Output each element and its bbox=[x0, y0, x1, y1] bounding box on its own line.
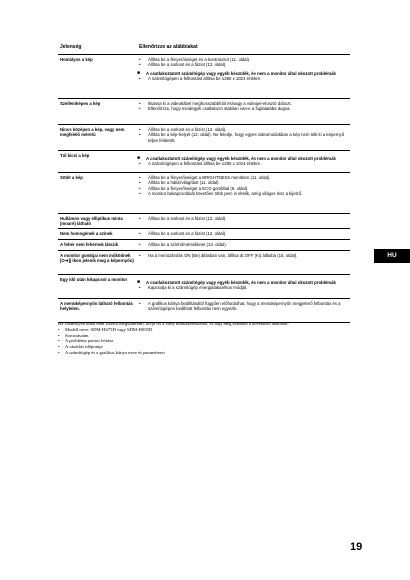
language-tab: HU bbox=[374, 249, 410, 263]
symptom-cell bbox=[58, 251, 137, 274]
bullet-icon: • bbox=[139, 62, 141, 68]
bullet-text: Ha a menüzárolás ON (Be) állásban van, állítsa át OFF (Ki) állásba (15. oldal). bbox=[148, 253, 298, 258]
bullet-item bbox=[137, 253, 350, 258]
bullet-text: A számítógépen a felbontást állítsa be 1280 x 1024 értékre. bbox=[148, 76, 262, 82]
header-check: Ellenőrizze az alábbiakat bbox=[139, 44, 198, 50]
symptom-text: Hullámos vagy elliptikus minta (moaré) látható bbox=[60, 216, 123, 227]
bullet-text: A számítógépen a felbontást állítsa be 1280 x 1024 értékre. bbox=[148, 161, 262, 167]
symptom-cell bbox=[58, 240, 137, 250]
bullet-icon: • bbox=[139, 253, 141, 258]
bullet-icon: • bbox=[139, 106, 141, 112]
header-symptom: Jelenség bbox=[60, 44, 82, 50]
bullet-item bbox=[137, 161, 350, 166]
bullet-text: Ellenőrizze, hogy mindegyik csatlakozó stabilan van-e a foglalatába dugva. bbox=[148, 106, 291, 112]
bullet-text: Állítsa be a kép-helyét (12. oldal). Ne feledje, hogy egyes videomódokban a kép nem tölti ki a képernyő teljes felületét. bbox=[148, 132, 345, 143]
bullet-icon: • bbox=[58, 349, 60, 355]
bullet-icon: • bbox=[58, 332, 60, 338]
square-icon: ■ bbox=[137, 69, 141, 76]
bullet-icon: • bbox=[139, 216, 141, 221]
symptom-text: Nincs középen a kép, vagy nem megfelelő méretű bbox=[60, 127, 125, 138]
symptom-text: Homályos a kép bbox=[60, 57, 93, 62]
bullet-icon: • bbox=[139, 175, 141, 180]
pc-problem-text: A csatlakoztatott számítógép vagy egyéb készülék, és nem a monitor által okozott problémák bbox=[146, 70, 336, 76]
bullet-icon: • bbox=[139, 132, 141, 138]
symptom-text: A menüképernyőn látható felbontás helytelen. bbox=[60, 301, 133, 312]
bullet-icon: • bbox=[58, 344, 60, 350]
check-cell bbox=[137, 151, 350, 172]
bullet-icon: • bbox=[139, 185, 141, 191]
symptom-note-text: ( ikon jelenik meg a képernyőn) bbox=[69, 258, 134, 264]
bullet-icon: • bbox=[139, 242, 141, 247]
symptom-text: Sötét a kép bbox=[60, 175, 83, 180]
bullet-icon: • bbox=[139, 180, 141, 186]
table-row bbox=[58, 229, 350, 240]
check-cell bbox=[137, 251, 350, 274]
bullet-icon: • bbox=[139, 57, 141, 62]
symptom-cell bbox=[58, 214, 137, 228]
symptom-cell bbox=[58, 99, 137, 124]
bullet-text: Állítsa be a sorkost és a fázist (12. oldal). bbox=[148, 127, 227, 132]
bullet-item bbox=[137, 216, 350, 221]
table-row bbox=[58, 251, 350, 275]
square-icon: ■ bbox=[137, 279, 141, 285]
bullet-item bbox=[137, 76, 350, 81]
symptom-text: Szellemképes a kép bbox=[60, 101, 101, 106]
contact-item-text: A vásárlás időpontja bbox=[65, 344, 103, 350]
troubleshooting-table bbox=[58, 44, 350, 323]
bullet-icon: • bbox=[58, 326, 60, 332]
bullet-text: Állítsa be a sorkost és a fázist (12. oldal). bbox=[148, 216, 227, 221]
symptom-cell bbox=[58, 125, 137, 150]
contact-paragraph: Ha valamilyen hibát nem sikerül megszüntetni, hívja fel a Sony márkakereskedőt, és adja meg számára a következő adatokat: bbox=[58, 321, 289, 326]
bullet-icon: • bbox=[139, 191, 141, 197]
bullet-item bbox=[137, 285, 350, 290]
contact-item bbox=[58, 350, 298, 356]
table-row bbox=[58, 99, 350, 125]
symptom-text: Túl kicsi a kép bbox=[60, 153, 90, 158]
bullet-item bbox=[137, 132, 350, 143]
table-row bbox=[58, 240, 350, 251]
contact-item-text: A számítógép és a grafikus kártya neve és paraméterei bbox=[65, 349, 165, 355]
symptom-text: Egy idő után kikapcsol a monitor bbox=[60, 277, 128, 282]
contact-item-text: Modell neve: SDM-HS75D vagy SDM-HS95D bbox=[65, 326, 153, 332]
lock-icon: [O➜] bbox=[60, 258, 70, 264]
bullet-text: A monitor bekapcsolását követően több perc is eltelik, amíg világos lesz a kijelző. bbox=[148, 191, 303, 197]
square-icon: ■ bbox=[137, 155, 141, 161]
check-cell bbox=[137, 275, 350, 298]
table-row bbox=[58, 125, 350, 151]
bullet-icon: • bbox=[139, 76, 141, 82]
bullet-item bbox=[137, 231, 350, 236]
table-row bbox=[58, 275, 350, 299]
bullet-icon: • bbox=[139, 127, 141, 132]
bullet-icon: • bbox=[58, 338, 60, 344]
bullet-text: Állítsa be a fényerősséget a ECO gombbal (9. oldal). bbox=[148, 185, 249, 191]
table-row bbox=[58, 151, 350, 173]
contact-list bbox=[58, 327, 298, 356]
check-cell bbox=[137, 240, 350, 250]
pc-problem-text: A csatlakoztatott számítógép vagy egyéb készülék, és nem a monitor által okozott problémák bbox=[146, 280, 336, 285]
pc-problem-text: A csatlakoztatott számítógép vagy egyéb készülék, és nem a monitor által okozott problémák bbox=[146, 156, 336, 161]
bullet-item bbox=[137, 106, 350, 111]
bullet-item bbox=[137, 301, 350, 312]
bullet-text: Állítsa be a háttérvilágítást (11. oldal). bbox=[148, 180, 220, 186]
symptom-note bbox=[60, 258, 135, 263]
symptom-cell bbox=[58, 151, 137, 172]
check-cell bbox=[137, 55, 350, 98]
symptom-cell bbox=[58, 55, 137, 98]
table-row bbox=[58, 173, 350, 214]
bullet-text: Állítsa be a fényerősséget és a kontrasztot (11. oldal). bbox=[148, 57, 251, 62]
bullet-text: Állítsa be a színhőmérsékletet (13. oldal). bbox=[148, 242, 227, 247]
bullet-icon: • bbox=[139, 231, 141, 236]
bullet-item bbox=[137, 62, 350, 67]
bullet-text: Kapcsolja ki a számítógép energiatakarékos módját. bbox=[148, 285, 248, 291]
bullet-text: A grafikus kártya beállításától függően előfordulhat, hogy a menüképernyőn megjelenő felbontás és a számítógépen beállított felbontás nem egyezik. bbox=[148, 301, 341, 312]
symptom-cell bbox=[58, 229, 137, 239]
contact-section bbox=[58, 321, 298, 356]
symptom-cell bbox=[58, 275, 137, 298]
bullet-icon: • bbox=[139, 285, 141, 291]
check-cell bbox=[137, 173, 350, 213]
symptom-cell bbox=[58, 173, 137, 213]
bullet-icon: • bbox=[139, 301, 141, 306]
contact-item-text: Sorozatszám bbox=[65, 332, 89, 338]
table-body bbox=[58, 55, 350, 323]
check-cell bbox=[137, 125, 350, 150]
table-row bbox=[58, 55, 350, 99]
page-number: 19 bbox=[350, 541, 363, 553]
table-header bbox=[58, 44, 350, 55]
bullet-text: Állítsa be a fényerősséget a BRIGHTNESS menüben (11. oldal). bbox=[148, 175, 271, 180]
table-row bbox=[58, 214, 350, 229]
table-row bbox=[58, 299, 350, 323]
bullet-icon: • bbox=[139, 161, 141, 167]
symptom-text: A monitor gombjai nem működnek bbox=[60, 253, 131, 258]
check-cell bbox=[137, 229, 350, 239]
check-cell bbox=[137, 299, 350, 322]
bullet-text: Állítsa be a sorkost és a fázist (12. oldal). bbox=[148, 231, 227, 236]
bullet-text: Iktassa ki a videokábel meghosszabbítóit és/vagy a videojel-elosztó dobozt. bbox=[148, 101, 292, 106]
symptom-cell bbox=[58, 299, 137, 322]
bullet-text: Állítsa be a sorkost és a fázist (12. oldal). bbox=[148, 62, 227, 68]
symptom-text: A fehér nem fehérnek látszik bbox=[60, 242, 119, 247]
bullet-icon: • bbox=[139, 101, 141, 106]
contact-item-text: A probléma pontos leírása bbox=[65, 338, 114, 344]
check-cell bbox=[137, 99, 350, 124]
bullet-item bbox=[137, 242, 350, 247]
symptom-text: Nem homogének a színek bbox=[60, 231, 113, 236]
bullet-item bbox=[137, 191, 350, 196]
check-cell bbox=[137, 214, 350, 228]
